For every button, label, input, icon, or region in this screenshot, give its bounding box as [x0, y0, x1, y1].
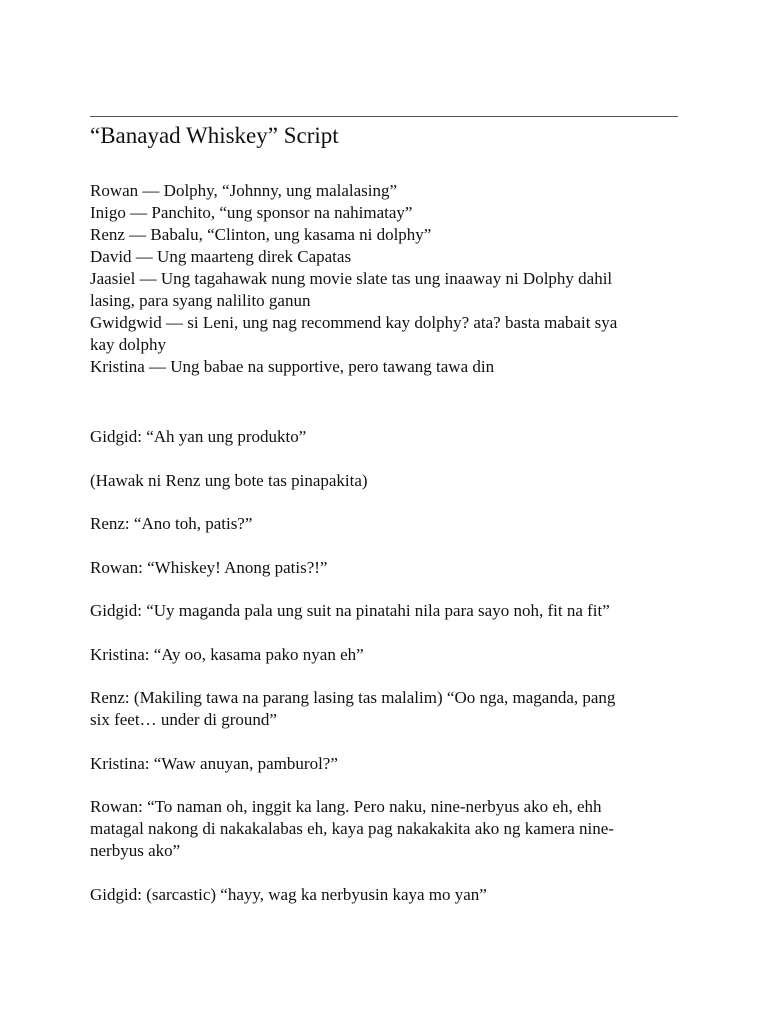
dialogue-line: Gidgid: (sarcastic) “hayy, wag ka nerbyusin kaya mo yan” [90, 884, 487, 904]
dialogue-line: Gidgid: “Uy maganda pala ung suit na pinatahi nila para sayo noh, fit na fit” [90, 601, 610, 620]
cast-entry: Rowan — Dolphy, “Johnny, ung malalasing” [90, 181, 398, 200]
cast-entry: David — Ung maarteng direk Capatas [90, 247, 352, 266]
cast-entry: Gwidgwid — si Leni, ung nag recommend kay dolphy? ata? basta mabait sya [90, 313, 618, 332]
dialogue-line: Kristina: “Waw anuyan, pamburol?” [90, 753, 338, 773]
cast-entry-continuation: lasing, para syang nalilito ganun [90, 291, 311, 310]
dialogue-line-continuation: matagal nakong di nakakalabas eh, kaya pag nakakakita ako ng kamera nine- [90, 819, 614, 838]
cast-entry: Jaasiel — Ung tagahawak nung movie slate tas ung inaaway ni Dolphy dahil [90, 269, 613, 288]
dialogue-line: Gidgid: “Ah yan ung produkto” [90, 427, 307, 446]
dialogue-line: Kristina: “Ay oo, kasama pako nyan eh” [90, 644, 364, 664]
document-title: “Banayad Whiskey” Script [90, 123, 339, 148]
cast-entry: Inigo — Panchito, “ung sponsor na nahimatay” [90, 203, 413, 222]
paragraph-gap [90, 666, 690, 688]
paragraph-gap [90, 862, 690, 884]
cast-list [90, 180, 690, 378]
paragraph-gap [90, 731, 690, 753]
dialogue-line: Rowan: “Whiskey! Anong patis?!” [90, 557, 328, 577]
dialogue-line-continuation: nerbyus ako” [90, 841, 181, 860]
dialogue-line: Renz: “Ano toh, patis?” [90, 514, 253, 533]
paragraph-gap [90, 492, 690, 514]
dialogue-line: Rowan: “To naman oh, inggit ka lang. Pero naku, nine-nerbyus ako eh, ehh [90, 797, 602, 816]
stage-direction: (Hawak ni Renz ung bote tas pinapakita) [90, 470, 368, 490]
dialogue-line-continuation: six feet… under di ground” [90, 710, 277, 729]
cast-entry: Renz — Babalu, “Clinton, ung kasama ni dolphy” [90, 225, 432, 244]
top-divider [90, 116, 678, 117]
paragraph-gap [90, 448, 690, 470]
paragraph-gap [90, 622, 690, 644]
cast-entry-continuation: kay dolphy [90, 335, 167, 354]
dialogue-line: Renz: (Makiling tawa na parang lasing tas malalim) “Oo nga, maganda, pang [90, 688, 616, 707]
cast-entry: Kristina — Ung babae na supportive, pero tawang tawa din [90, 357, 495, 376]
paragraph-gap [90, 775, 690, 797]
dialogue-section [90, 426, 690, 906]
paragraph-gap [90, 535, 690, 557]
paragraph-gap [90, 579, 690, 601]
